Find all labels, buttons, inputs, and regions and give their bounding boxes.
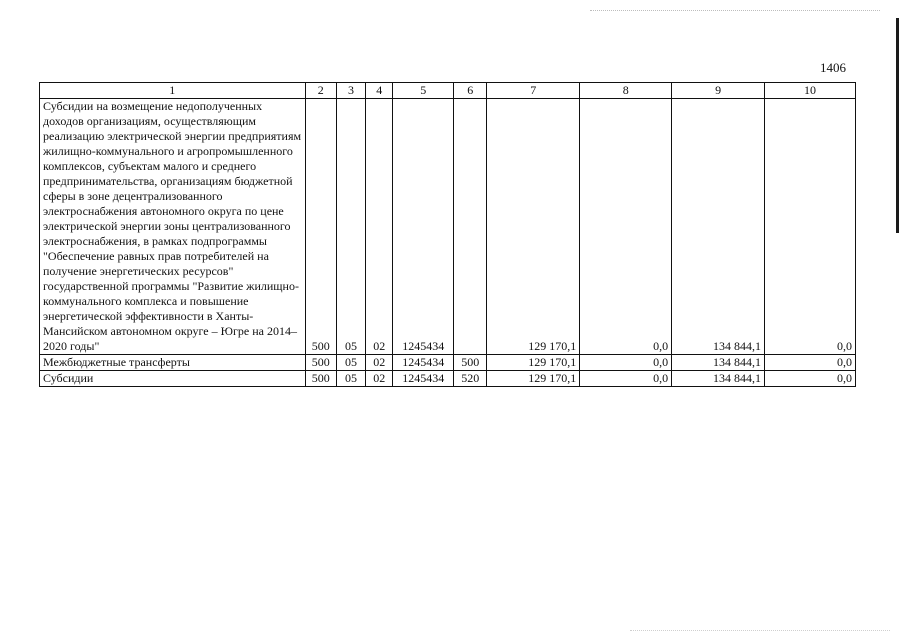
column-header: 3 — [336, 83, 365, 99]
row-description: Межбюджетные трансферты — [40, 355, 306, 371]
table-cell: 02 — [366, 355, 393, 371]
table-cell: 1245434 — [393, 371, 454, 387]
column-header: 4 — [366, 83, 393, 99]
column-header: 1 — [40, 83, 306, 99]
table-cell: 129 170,1 — [487, 355, 580, 371]
table-cell: 134 844,1 — [672, 371, 765, 387]
table-cell: 520 — [454, 371, 487, 387]
table-cell: 134 844,1 — [672, 355, 765, 371]
column-header: 6 — [454, 83, 487, 99]
table-cell: 0,0 — [580, 355, 672, 371]
table-cell: 0,0 — [765, 99, 856, 355]
table-cell: 129 170,1 — [487, 371, 580, 387]
column-header: 10 — [765, 83, 856, 99]
table-cell: 0,0 — [580, 99, 672, 355]
table-cell: 500 — [454, 355, 487, 371]
table-header-row — [40, 83, 856, 99]
column-header: 2 — [305, 83, 336, 99]
page-number: 1406 — [820, 60, 846, 75]
table-cell: 05 — [336, 371, 365, 387]
table-cell: 0,0 — [765, 371, 856, 387]
table-cell: 02 — [366, 371, 393, 387]
scan-edge-mark — [896, 18, 899, 233]
table-cell — [454, 99, 487, 355]
table-cell: 129 170,1 — [487, 99, 580, 355]
column-header: 9 — [672, 83, 765, 99]
row-description-text: Субсидии на возмещение недополученных доходов организациям, осуществляющим реализацию электрической энергии предприятиям жилищно-коммунального и агропромышленного комплексов, субъектам малого и среднего предпринимательства, организациям бюджетной сферы в зоне децентрализованного электроснабжения автономного округа по цене электрической энергии зоны централизованного электроснабжения, в рамках подпрограммы "Обеспечение равных прав потребителей на получение энергетических ресурсов" государственной программы "Развитие жилищно-коммунального комплекса и повышение энергетической эффективности в Ханты-Мансийском автономном округе – Югре на 2014–2020 годы" — [43, 99, 302, 353]
table-cell: 05 — [336, 355, 365, 371]
table-row — [40, 355, 856, 371]
table-cell: 134 844,1 — [672, 99, 765, 355]
table-cell: 1245434 — [393, 99, 454, 355]
budget-table — [39, 82, 856, 387]
table-cell: 500 — [305, 355, 336, 371]
table-row — [40, 99, 856, 355]
table-row — [40, 371, 856, 387]
table-cell: 0,0 — [580, 371, 672, 387]
table-cell: 0,0 — [765, 355, 856, 371]
row-description — [40, 99, 306, 355]
scan-artifact-bottom — [630, 630, 890, 632]
column-header: 5 — [393, 83, 454, 99]
table-cell: 02 — [366, 99, 393, 355]
row-description: Субсидии — [40, 371, 306, 387]
table-cell: 500 — [305, 371, 336, 387]
column-header: 7 — [487, 83, 580, 99]
scan-artifact-top — [590, 10, 880, 12]
table-cell: 05 — [336, 99, 365, 355]
column-header: 8 — [580, 83, 672, 99]
table-cell: 500 — [305, 99, 336, 355]
table-cell: 1245434 — [393, 355, 454, 371]
